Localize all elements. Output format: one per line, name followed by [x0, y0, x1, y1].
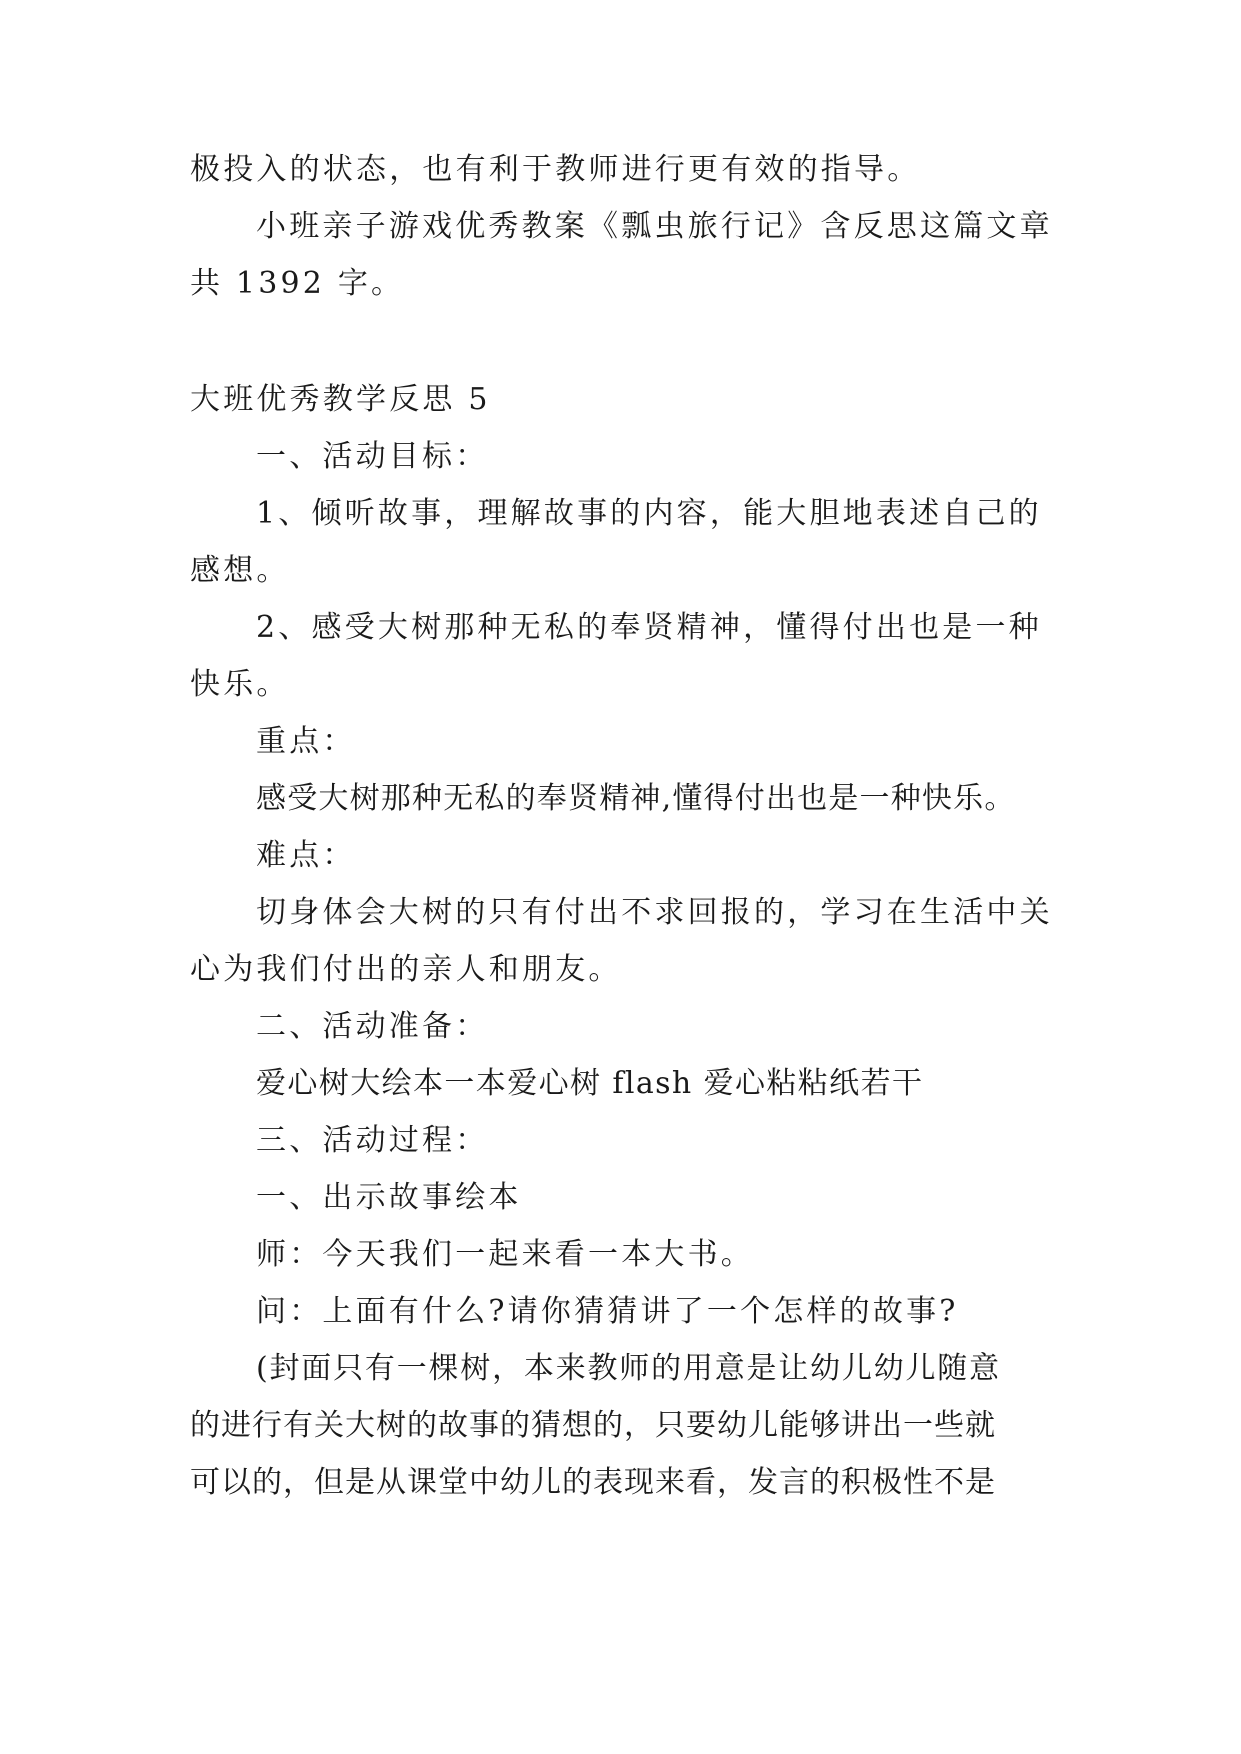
text-line: 2、感受大树那种无私的奉贤精神，懂得付出也是一种 — [256, 610, 1042, 645]
text-line: 感受大树那种无私的奉贤精神,懂得付出也是一种快乐。 — [256, 781, 1016, 816]
text-line: 的进行有关大树的故事的猜想的，只要幼儿能够讲出一些就 — [190, 1408, 996, 1443]
text-line: 小班亲子游戏优秀教案《瓢虫旅行记》含反思这篇文章 — [256, 209, 1053, 244]
text-line: 感想。 — [190, 553, 290, 588]
text-line: 问：上面有什么?请你猜猜讲了一个怎样的故事? — [256, 1294, 959, 1329]
text-line: 可以的，但是从课堂中幼儿的表现来看，发言的积极性不是 — [190, 1465, 996, 1500]
text-line: 切身体会大树的只有付出不求回报的，学习在生活中关 — [256, 895, 1053, 930]
text-line: 心为我们付出的亲人和朋友。 — [190, 952, 622, 987]
text-line: 快乐。 — [190, 667, 290, 702]
text-line: 师：今天我们一起来看一本大书。 — [256, 1237, 754, 1272]
text-line: 共 1392 字。 — [190, 266, 405, 301]
text-line: 极投入的状态，也有利于教师进行更有效的指导。 — [190, 152, 921, 187]
text-line: 一、出示故事绘本 — [256, 1180, 522, 1215]
text-line: (封面只有一棵树，本来教师的用意是让幼儿幼儿随意 — [256, 1351, 1001, 1386]
text-line: 爱心树大绘本一本爱心树 flash 爱心粘粘纸若干 — [256, 1066, 924, 1101]
section-heading: 大班优秀教学反思 5 — [190, 382, 491, 417]
text-line: 重点： — [256, 724, 356, 759]
text-line: 难点： — [256, 838, 356, 873]
text-line: 三、活动过程： — [256, 1123, 489, 1158]
text-line: 二、活动准备： — [256, 1009, 489, 1044]
text-line: 一、活动目标： — [256, 439, 489, 474]
text-line: 1、倾听故事，理解故事的内容，能大胆地表述自己的 — [256, 496, 1042, 531]
